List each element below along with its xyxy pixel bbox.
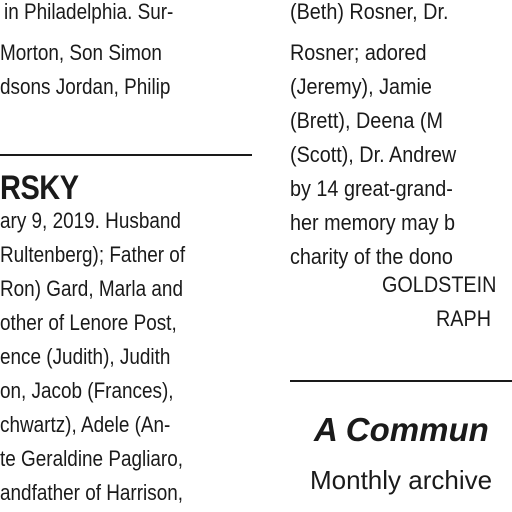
- obituary-text-line: te Geraldine Pagliaro,: [0, 446, 184, 471]
- section-divider: [290, 380, 512, 382]
- obituary-text-line: charity of the dono: [290, 244, 453, 269]
- left-column: [0, 0, 252, 512]
- obituary-text-line: (Jeremy), Jamie: [290, 74, 432, 99]
- obituary-text-line: (Scott), Dr. Andrew: [290, 142, 457, 167]
- obituary-text-line: chwartz), Adele (An-: [0, 412, 171, 437]
- obituary-text-line: Ron) Gard, Marla and: [0, 276, 183, 301]
- section-divider: [0, 154, 252, 156]
- obituary-text-line: Morton, Son Simon: [0, 40, 162, 65]
- obituary-text-line: on, Jacob (Frances),: [0, 378, 174, 403]
- obituary-text-line: andfather of Harrison,: [0, 480, 183, 505]
- obituary-text-line: ary 9, 2019. Husband: [0, 208, 181, 233]
- right-column: [290, 0, 512, 512]
- obituary-surname-headline: RSKY: [0, 169, 79, 207]
- obituary-text-line: (Beth) Rosner, Dr.: [290, 0, 449, 24]
- funeral-home-name-continued: RAPH: [436, 306, 492, 331]
- obituary-text-line: other of Lenore Post,: [0, 310, 177, 335]
- obituary-text-line: (Brett), Deena (M: [290, 108, 443, 133]
- obituary-text-line: dsons Jordan, Philip: [0, 74, 171, 99]
- obituary-text-line: in Philadelphia. Sur-: [4, 0, 174, 24]
- obituary-text-line: by 14 great-grand-: [290, 176, 453, 201]
- community-section-subtitle: Monthly archive: [310, 465, 493, 495]
- obituary-text-line: her memory may b: [290, 210, 456, 235]
- funeral-home-name: GOLDSTEIN: [382, 272, 497, 297]
- obituary-text-line: Rosner; adored: [290, 40, 427, 65]
- community-section-heading: A Commun: [314, 411, 489, 448]
- obituary-text-line: Rultenberg); Father of: [0, 242, 186, 267]
- obituary-text-line: ence (Judith), Judith: [0, 344, 171, 369]
